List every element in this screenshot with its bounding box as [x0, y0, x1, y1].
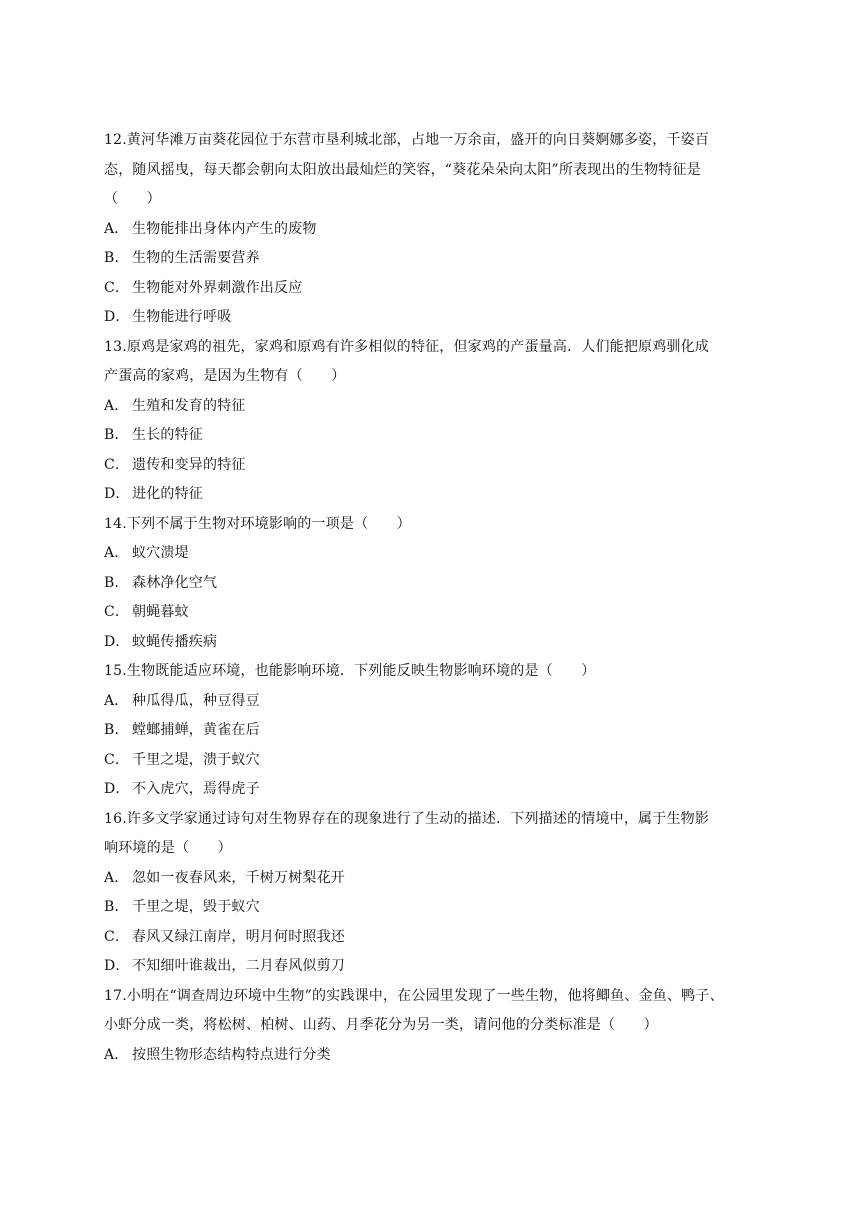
option-letter: C．: [104, 928, 130, 945]
answer-option: [104, 455, 764, 475]
option-text: 森林净化空气: [132, 574, 218, 591]
option-letter: A．: [104, 692, 129, 709]
answer-option: [104, 779, 764, 799]
question-stem-line: 15.生物既能适应环境，也能影响环境．下列能反映生物影响环境的是（ ）: [104, 663, 596, 679]
option-text: 生物的生活需要营养: [132, 250, 260, 266]
option-text: 种瓜得瓜，种豆得豆: [132, 692, 260, 709]
answer-option: [104, 750, 764, 770]
option-text: 生物能排出身体内产生的废物: [132, 220, 317, 237]
question-stem-line: 14.下列不属于生物对环境影响的一项是（ ）: [104, 515, 411, 532]
option-text: 千里之堤，溃于蚁穴: [132, 751, 260, 768]
option-text: 蚁穴溃堤: [132, 545, 189, 561]
answer-option: [104, 278, 764, 298]
option-letter: D．: [104, 958, 130, 974]
option-letter: B．: [104, 722, 129, 738]
question-stem-line: 态，随风摇曳，每天都会朝向太阳放出最灿烂的笑容，“葵花朵朵向太阳”所表现出的生物特征是: [104, 161, 701, 178]
option-letter: D．: [104, 781, 130, 797]
answer-option: [104, 1045, 764, 1065]
option-letter: C．: [104, 604, 130, 620]
option-letter: A．: [104, 397, 129, 414]
option-letter: B．: [104, 427, 129, 443]
option-text: 不知细叶谁裁出，二月春风似剪刀: [132, 958, 345, 974]
option-letter: C．: [104, 456, 130, 473]
option-letter: B．: [104, 250, 129, 266]
answer-option: [104, 425, 764, 445]
option-letter: C．: [104, 279, 130, 296]
option-text: 生殖和发育的特征: [132, 397, 246, 414]
option-letter: D．: [104, 309, 130, 325]
option-letter: D．: [104, 486, 130, 502]
answer-option: [104, 219, 764, 239]
option-text: 螳螂捕蝉，黄雀在后: [132, 722, 260, 738]
option-text: 忽如一夜春风来，千树万树梨花开: [132, 869, 345, 886]
option-text: 朝蝇暮蚊: [132, 604, 189, 620]
option-letter: A．: [104, 869, 129, 886]
answer-option: [104, 720, 764, 740]
option-text: 遗传和变异的特征: [132, 456, 246, 473]
question-stem-line: （ ）: [104, 191, 161, 207]
question-stem-line: 小虾分成一类，将松树、柏树、山药、月季花分为另一类，请问他的分类标准是（ ）: [104, 1017, 658, 1033]
option-text: 千里之堤，毁于蚁穴: [132, 899, 260, 915]
answer-option: [104, 543, 764, 563]
option-text: 按照生物形态结构特点进行分类: [132, 1046, 331, 1063]
answer-option: [104, 484, 764, 504]
answer-option: [104, 602, 764, 622]
question-stem-line: 13.原鸡是家鸡的祖先，家鸡和原鸡有许多相似的特征，但家鸡的产蛋量高．人们能把原鸡驯化成: [104, 338, 710, 355]
question-stem-line: 响环境的是（ ）: [104, 840, 232, 856]
answer-option: [104, 956, 764, 976]
answer-option: [104, 307, 764, 327]
option-letter: B．: [104, 574, 129, 591]
option-text: 春风又绿江南岸，明月何时照我还: [132, 928, 345, 945]
answer-option: [104, 248, 764, 268]
option-text: 蚊蝇传播疾病: [132, 633, 218, 650]
option-text: 生物能进行呼吸: [132, 309, 232, 325]
option-text: 进化的特征: [132, 486, 203, 502]
answer-option: [104, 396, 764, 416]
question-stem-line: 16.许多文学家通过诗句对生物界存在的现象进行了生动的描述．下列描述的情境中，属于生物影: [104, 810, 710, 827]
answer-option: [104, 927, 764, 947]
answer-option: [104, 897, 764, 917]
option-letter: A．: [104, 545, 129, 561]
option-letter: A．: [104, 220, 129, 237]
option-text: 生长的特征: [132, 427, 203, 443]
question-stem-line: 产蛋高的家鸡，是因为生物有（ ）: [104, 368, 346, 384]
question-stem-line: 12.黄河华滩万亩葵花园位于东营市垦利城北部，占地一万余亩，盛开的向日葵婀娜多姿，千姿百: [104, 132, 710, 148]
option-letter: C．: [104, 751, 130, 768]
answer-option: [104, 573, 764, 593]
answer-option: [104, 868, 764, 888]
option-letter: B．: [104, 899, 129, 915]
option-text: 生物能对外界刺激作出反应: [132, 279, 303, 296]
question-stem-line: 17.小明在“调查周边环境中生物”的实践课中，在公园里发现了一些生物，他将鲫鱼、金鱼、鸭子、: [104, 987, 724, 1004]
answer-option: [104, 632, 764, 652]
option-letter: A．: [104, 1046, 129, 1063]
option-text: 不入虎穴，焉得虎子: [132, 781, 260, 797]
answer-option: [104, 691, 764, 711]
option-letter: D．: [104, 633, 130, 650]
